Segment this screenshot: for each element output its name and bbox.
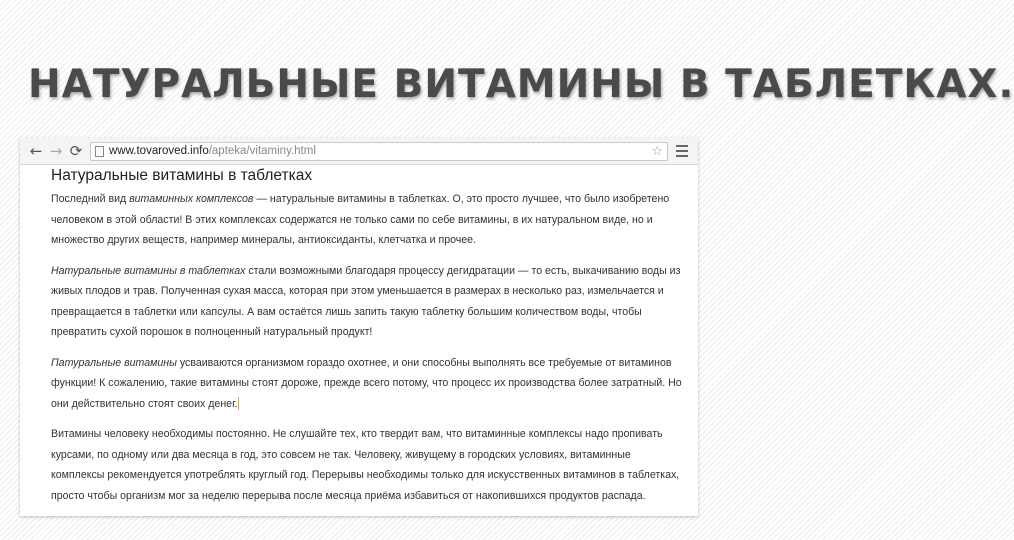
p1-text-a: Последний вид <box>51 193 130 205</box>
text-cursor <box>238 397 239 410</box>
back-arrow-icon[interactable]: ← <box>29 142 43 160</box>
p2-text-b: стали возможными благодаря процессу дегидратации — то есть, выкачиванию воды из живых плодов и трав. Полученная сухая масса, которая при этом уменьшается в размерах в несколько раз, измельчается и превращается в таблетки или капсулы. А вам остаётся лишь запить такую таблетку большим количеством воды, чтобы превратить сухой порошок в полноценный натуральный продукт! <box>51 264 681 338</box>
menu-icon[interactable] <box>672 145 692 157</box>
p3-text-b: усваиваются организмом гораздо охотнее, и они способны выполнять все требуемые от витаминов функции! К сожалению, такие витамины стоят дороже, прежде всего потому, что процесс их производства более затратный. Но они действительно стоят своих денег. <box>51 356 682 410</box>
bookmark-star-icon[interactable]: ☆ <box>651 143 663 159</box>
browser-window <box>20 138 698 516</box>
forward-arrow-icon[interactable]: → <box>49 142 63 160</box>
browser-toolbar <box>20 138 698 165</box>
url-host: www.tovaroved.info <box>109 145 209 157</box>
p2-emphasis: Натуральные витамины в таблетках <box>51 264 246 277</box>
article-heading: Натуральные витамины в таблетках <box>51 167 313 184</box>
reload-icon[interactable]: ⟳ <box>69 142 83 160</box>
p3-emphasis: Патуральные витамины <box>51 356 177 369</box>
p1-emphasis: витаминных комплексов <box>129 193 254 205</box>
paragraph-1 <box>51 189 684 251</box>
paragraph-2 <box>51 261 684 343</box>
page-icon <box>95 146 104 157</box>
page-content <box>20 165 698 506</box>
url-path: /apteka/vitaminy.html <box>208 145 316 157</box>
address-bar[interactable] <box>90 142 668 161</box>
paragraph-3 <box>51 353 684 415</box>
slide-title: НАТУРАЛЬНЫЕ ВИТАМИНЫ В ТАБЛЕТКАХ. <box>28 62 1014 107</box>
paragraph-4: Витамины человеку необходимы постоянно. Не слушайте тех, кто твердит вам, что витаминные комплексы надо пропивать курсами, по одному или два месяца в год, это совсем не так. Человеку, живущему в городских условиях, витаминные комплексы рекомендуется употреблять круглый год. Перерывы необходимы только для искусственных витаминов в таблетках, просто чтобы организм мог за неделю перерыва после месяца приёма избавиться от накопившихся продуктов распада. <box>51 428 680 502</box>
p1-text-c: — натуральные витамины в таблетках. О, это просто лучшее, что было изобретено человеком в этой области! В этих комплексах содержатся не только сами по себе витамины, в их натуральном виде, но и множество других веществ, например минералы, антиоксиданты, клетчатка и прочее. <box>51 193 670 246</box>
